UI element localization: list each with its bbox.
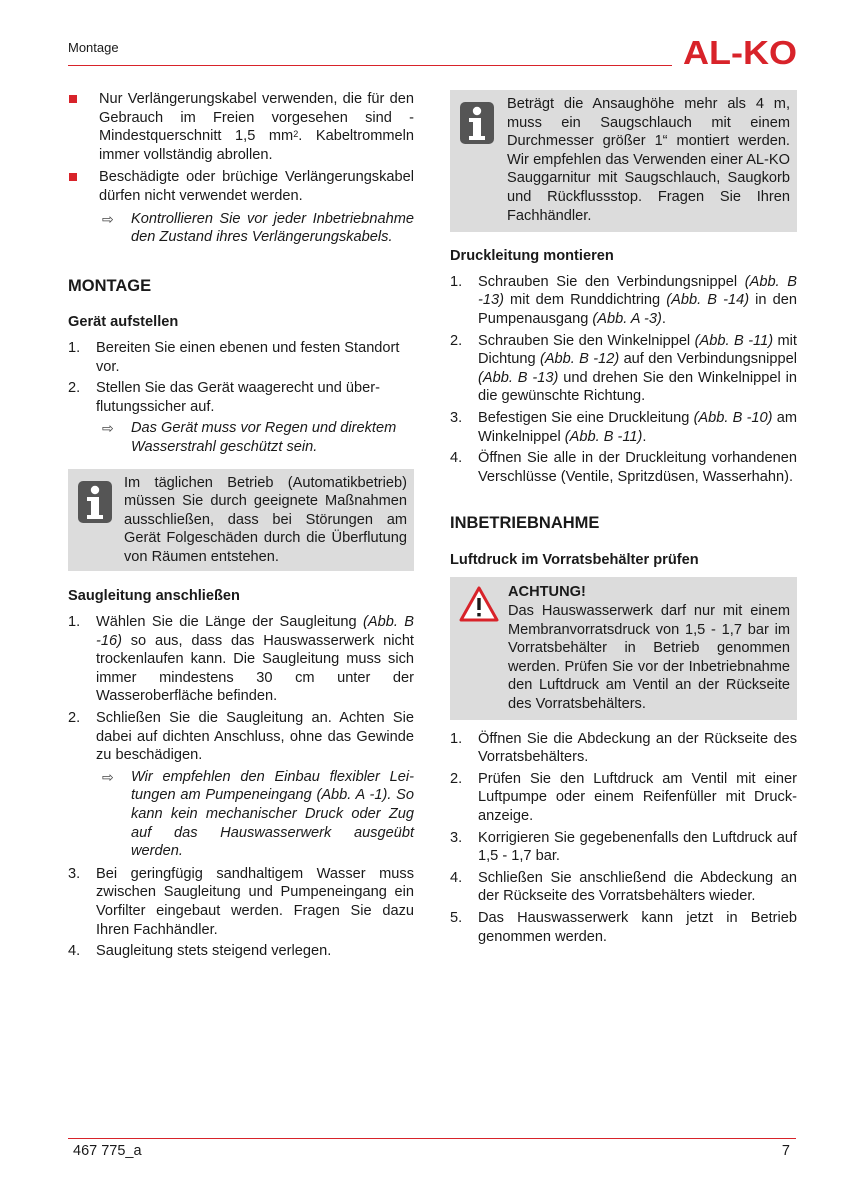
- left-column: [68, 90, 414, 964]
- warning-text: Das Hauswasserwerk darf nur mit einem Membranvorratsdruck von 1,5 - 1,7 bar im Vorratsbehälter in Betrieb genommen werden. Prüfen Sie vor der Inbetriebnahme den Luftdruck am Ventil an der Rückseite des Vorratsbehälters.: [508, 603, 790, 713]
- saugleitung-heading: Saugleitung anschließen: [68, 588, 240, 605]
- list-item: Nur Verlängerungskabel verwenden, die für den Gebrauch im Freien vorgesehen sind - Mindestquerschnitt 1,5 $mm^2$. Kabeltrommeln immer vollständig abrollen.: [68, 90, 414, 164]
- page-header-label: Montage: [68, 40, 119, 55]
- list-item: 4. Saugleitung stets steigend verlegen.: [68, 943, 332, 960]
- air-pressure-steps: [450, 730, 797, 947]
- info-icon: [460, 102, 494, 144]
- info-text: Im täglichen Betrieb (Automatikbetrieb) müssen Sie durch geeignete Maßnahmen ausschließen, dass bei Störungen am Gerät Folgeschäden durch die Überflutung von Räumen entstehen.: [124, 474, 407, 565]
- info-box-suction-height: [450, 90, 797, 232]
- list-item: 3. Korrigieren Sie gegebenenfalls den Luftdruck auf 1,5 - 1,7 bar.: [450, 829, 797, 865]
- druckleitung-heading: Druckleitung montieren: [450, 248, 614, 265]
- list-item: 2. Schrauben Sie den Winkelnippel (Abb. B -11) mit Dichtung (Abb. B -12) auf den Verbindungsnippel (Abb. B -13) und drehen Sie den Winkelnippel in die gewünschte Richtung.: [450, 332, 797, 405]
- info-icon: [78, 481, 112, 523]
- right-column: [450, 90, 797, 949]
- list-item: 1. Schrauben Sie den Verbindungsnippel (Abb. B -13) mit dem Runddichtring (Abb. B -14) in den Pumpenausgang (Abb. A -3).: [450, 273, 798, 327]
- list-item: 3. Bei geringfügig sandhaltigem Wasser muss zwischen Saugleitung und Pumpeneingang ein Vorfilter eingebaut werden. Fragen Sie dazu Ihren Fachhändler.: [68, 865, 414, 938]
- warning-triangle-icon: [458, 585, 500, 623]
- list-item: Beschädigte oder brüchige Verlängerungskabel dürfen nicht verwendet werden.: [68, 168, 414, 205]
- suction-steps: [68, 613, 414, 765]
- list-item: 1. Wählen Sie die Länge der Saugleitung (Abb. B -16) so aus, dass das Hauswasserwerk nicht trockenlaufen kann. Die Saugleitung muss sich immer mindestens 30 cm unter der Wasseroberfläche befinden.: [68, 614, 414, 705]
- rain-protection-hint: ⇨ Das Gerät muss vor Regen und direktem Wasserstrahl geschützt sein.: [102, 420, 397, 455]
- list-item: 4. Öffnen Sie alle in der Druckleitung vorhandenen Verschlüsse (Ventile, Spritzdüsen, Wasserhahn).: [450, 450, 797, 485]
- cable-check-hint: ⇨ Kontrollieren Sie vor jeder Inbetriebnahme den Zustand ihres Verlängerungskabels.: [102, 210, 414, 246]
- arrow-right-icon: ⇨: [102, 210, 114, 227]
- list-item: 4. Schließen Sie anschließend die Abdeckung an der Rückseite des Vorratsbehälters wieder.: [450, 869, 797, 905]
- info-text: Beträgt die Ansaughöhe mehr als 4 m, muss ein Saugschlauch mit einem Durchmesser größer 1“ montiert werden. Wir empfehlen das Verwenden einer AL-KO Sauggarnitur mit Saugschlauch, Saugkorb und Rückflussstop. Fragen Sie Ihren Fachhändler.: [507, 96, 790, 224]
- footer-divider: [68, 1138, 796, 1139]
- list-item: 3. Befestigen Sie eine Druckleitung (Abb. B -10) am Winkelnippel (Abb. B -11).: [450, 409, 798, 445]
- luftdruck-heading: Luftdruck im Vorratsbehälter prüfen: [450, 551, 699, 568]
- arrow-right-icon: ⇨: [102, 768, 114, 785]
- warning-title: ACHTUNG!: [508, 584, 586, 601]
- list-item: 1. Öffnen Sie die Abdeckung an der Rückseite des Vorratsbehälters.: [450, 730, 797, 766]
- info-box-flooding: [68, 469, 414, 572]
- list-item: 5. Das Hauswasserwerk kann jetzt in Betrieb genommen werden.: [450, 909, 797, 945]
- list-item: 2. Stellen Sie das Gerät waagerecht und überflutungssicher auf.: [68, 380, 380, 415]
- bullet-square-icon: [69, 95, 77, 103]
- header-divider: [68, 65, 672, 66]
- page-number: 7: [781, 1143, 790, 1159]
- document-number: 467 775_a: [73, 1143, 142, 1159]
- alko-logo: [683, 37, 797, 67]
- list-item: 2. Schließen Sie die Saugleitung an. Achten Sie dabei auf dichten Anschluss, ohne das Gewinde zu beschädigen.: [68, 710, 414, 764]
- list-item: 1. Bereiten Sie einen ebenen und festen Standort vor.: [68, 339, 400, 375]
- arrow-right-icon: ⇨: [102, 420, 114, 437]
- setup-steps: [68, 339, 414, 416]
- suction-steps-continued: [68, 865, 414, 961]
- warning-box: [450, 577, 797, 719]
- bullet-square-icon: [69, 173, 77, 181]
- montage-heading: MONTAGE: [68, 276, 152, 295]
- geraet-aufstellen-heading: Gerät aufstellen: [68, 314, 179, 331]
- pressure-line-steps: [450, 273, 797, 487]
- flexible-pipe-hint: ⇨ Wir empfehlen den Einbau flexibler Leitungen am Pumpeneingang (Abb. A -1). So kann kein mechanischer Druck oder Zug auf das Hauswasserwerk ausgeübt werden.: [102, 768, 414, 860]
- inbetriebnahme-heading: INBETRIEBNAHME: [450, 514, 600, 533]
- alko-logo-text: AL-KO: [683, 37, 797, 67]
- cable-bullet-list: [68, 90, 414, 206]
- list-item: 2. Prüfen Sie den Luftdruck am Ventil mit einer Luftpumpe oder einem Reifenfüller mit Druckanzeige.: [450, 770, 797, 824]
